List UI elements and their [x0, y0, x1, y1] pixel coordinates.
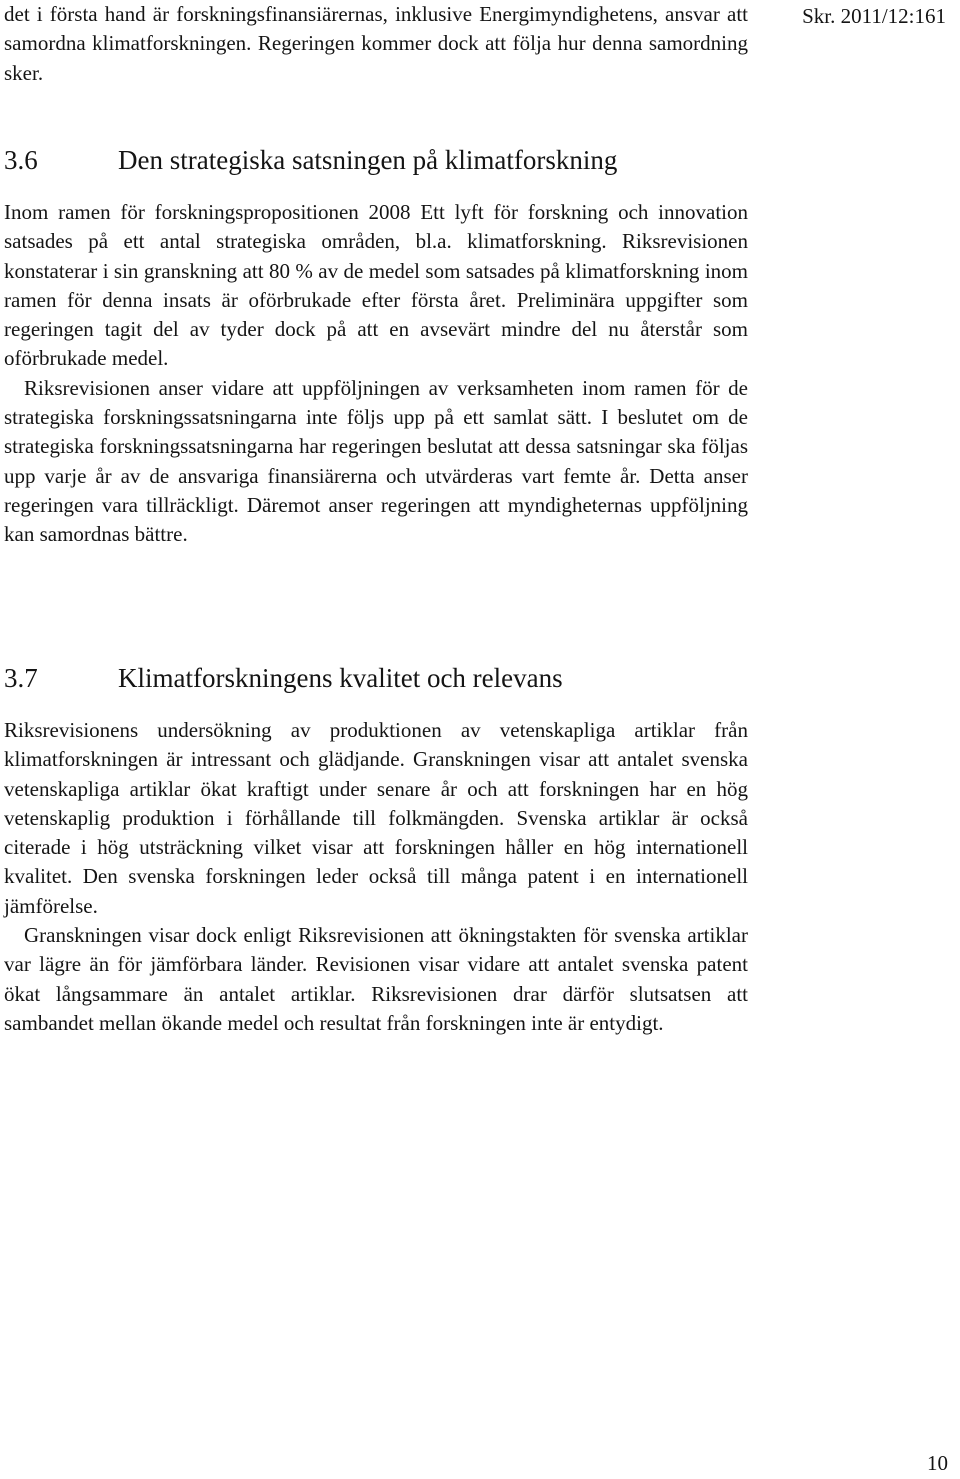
section-3-6-paragraph-2: Riksrevisionen anser vidare att uppföljningen av verksamheten inom ramen för de strategiska forskningssatsningarna inte följs upp på ett samlat sätt. I beslutet om de strategiska forskningssatsningarna har regeringen beslutat att dessa satsningar ska följas upp varje år av de ansvariga finansiärerna och utvärderas vart femte år. Detta anser regeringen vara tillräckligt. Däremot anser regeringen att myndigheternas uppföljning kan samordnas bättre.: [4, 375, 748, 547]
section-3-6-number: 3.6: [4, 145, 38, 175]
section-3-6-body: [4, 198, 748, 550]
section-3-7-paragraph-2: Granskningen visar dock enligt Riksrevisionen att ökningstakten för svenska artiklar var lägre än för jämförbara länder. Revisionen visar vidare att antalet svenska patent ökat långsammare än antalet artiklar. Riksrevisionen drar därför slutsatsen att sambandet mellan ökande medel och resultat från forskningen inte är entydigt.: [4, 923, 748, 1035]
section-3-6-heading: [4, 143, 617, 177]
section-3-7-title: Klimatforskningens kvalitet och relevans: [118, 663, 563, 693]
intro-block: [4, 0, 748, 88]
intro-paragraph: det i första hand är forskningsfinansiärernas, inklusive Energimyndighetens, ansvar att samordna klimatforskningen. Regeringen kommer dock att följa hur denna samordning sker.: [4, 2, 748, 85]
section-3-7-heading: [4, 661, 563, 695]
section-3-7-body: [4, 716, 748, 1038]
section-3-7-paragraph-1: Riksrevisionens undersökning av produktionen av vetenskapliga artiklar från klimatforskningen är intressant och glädjande. Granskningen visar att antalet svenska vetenskapliga artiklar ökat kraftigt under senare år och att forskningen har en hög vetenskaplig produktion i förhållande till folkmängden. Svenska artiklar är också citerade i hög utsträckning vilket visar att forskningen håller en hög internationell kvalitet. Den svenska forskningen leder också till många patent i en internationell jämförelse.: [4, 718, 748, 918]
section-3-7-number: 3.7: [4, 663, 38, 693]
section-3-6-title: Den strategiska satsningen på klimatforskning: [118, 145, 618, 175]
section-3-6-paragraph-1: Inom ramen för forskningspropositionen 2008 Ett lyft för forskning och innovation satsades på ett antal strategiska områden, bl.a. klimatforskning. Riksrevisionen konstaterar i sin granskning att 80 % av de medel som satsades på klimatforskning inom ramen för denna insats är oförbrukade efter första året. Preliminära uppgifter som regeringen tagit del av tyder dock på att en avsevärt mindre del nu återstår som oförbrukade medel.: [4, 200, 748, 371]
report-reference: Skr. 2011/12:161: [802, 4, 946, 28]
page-number: 10: [927, 1451, 948, 1475]
